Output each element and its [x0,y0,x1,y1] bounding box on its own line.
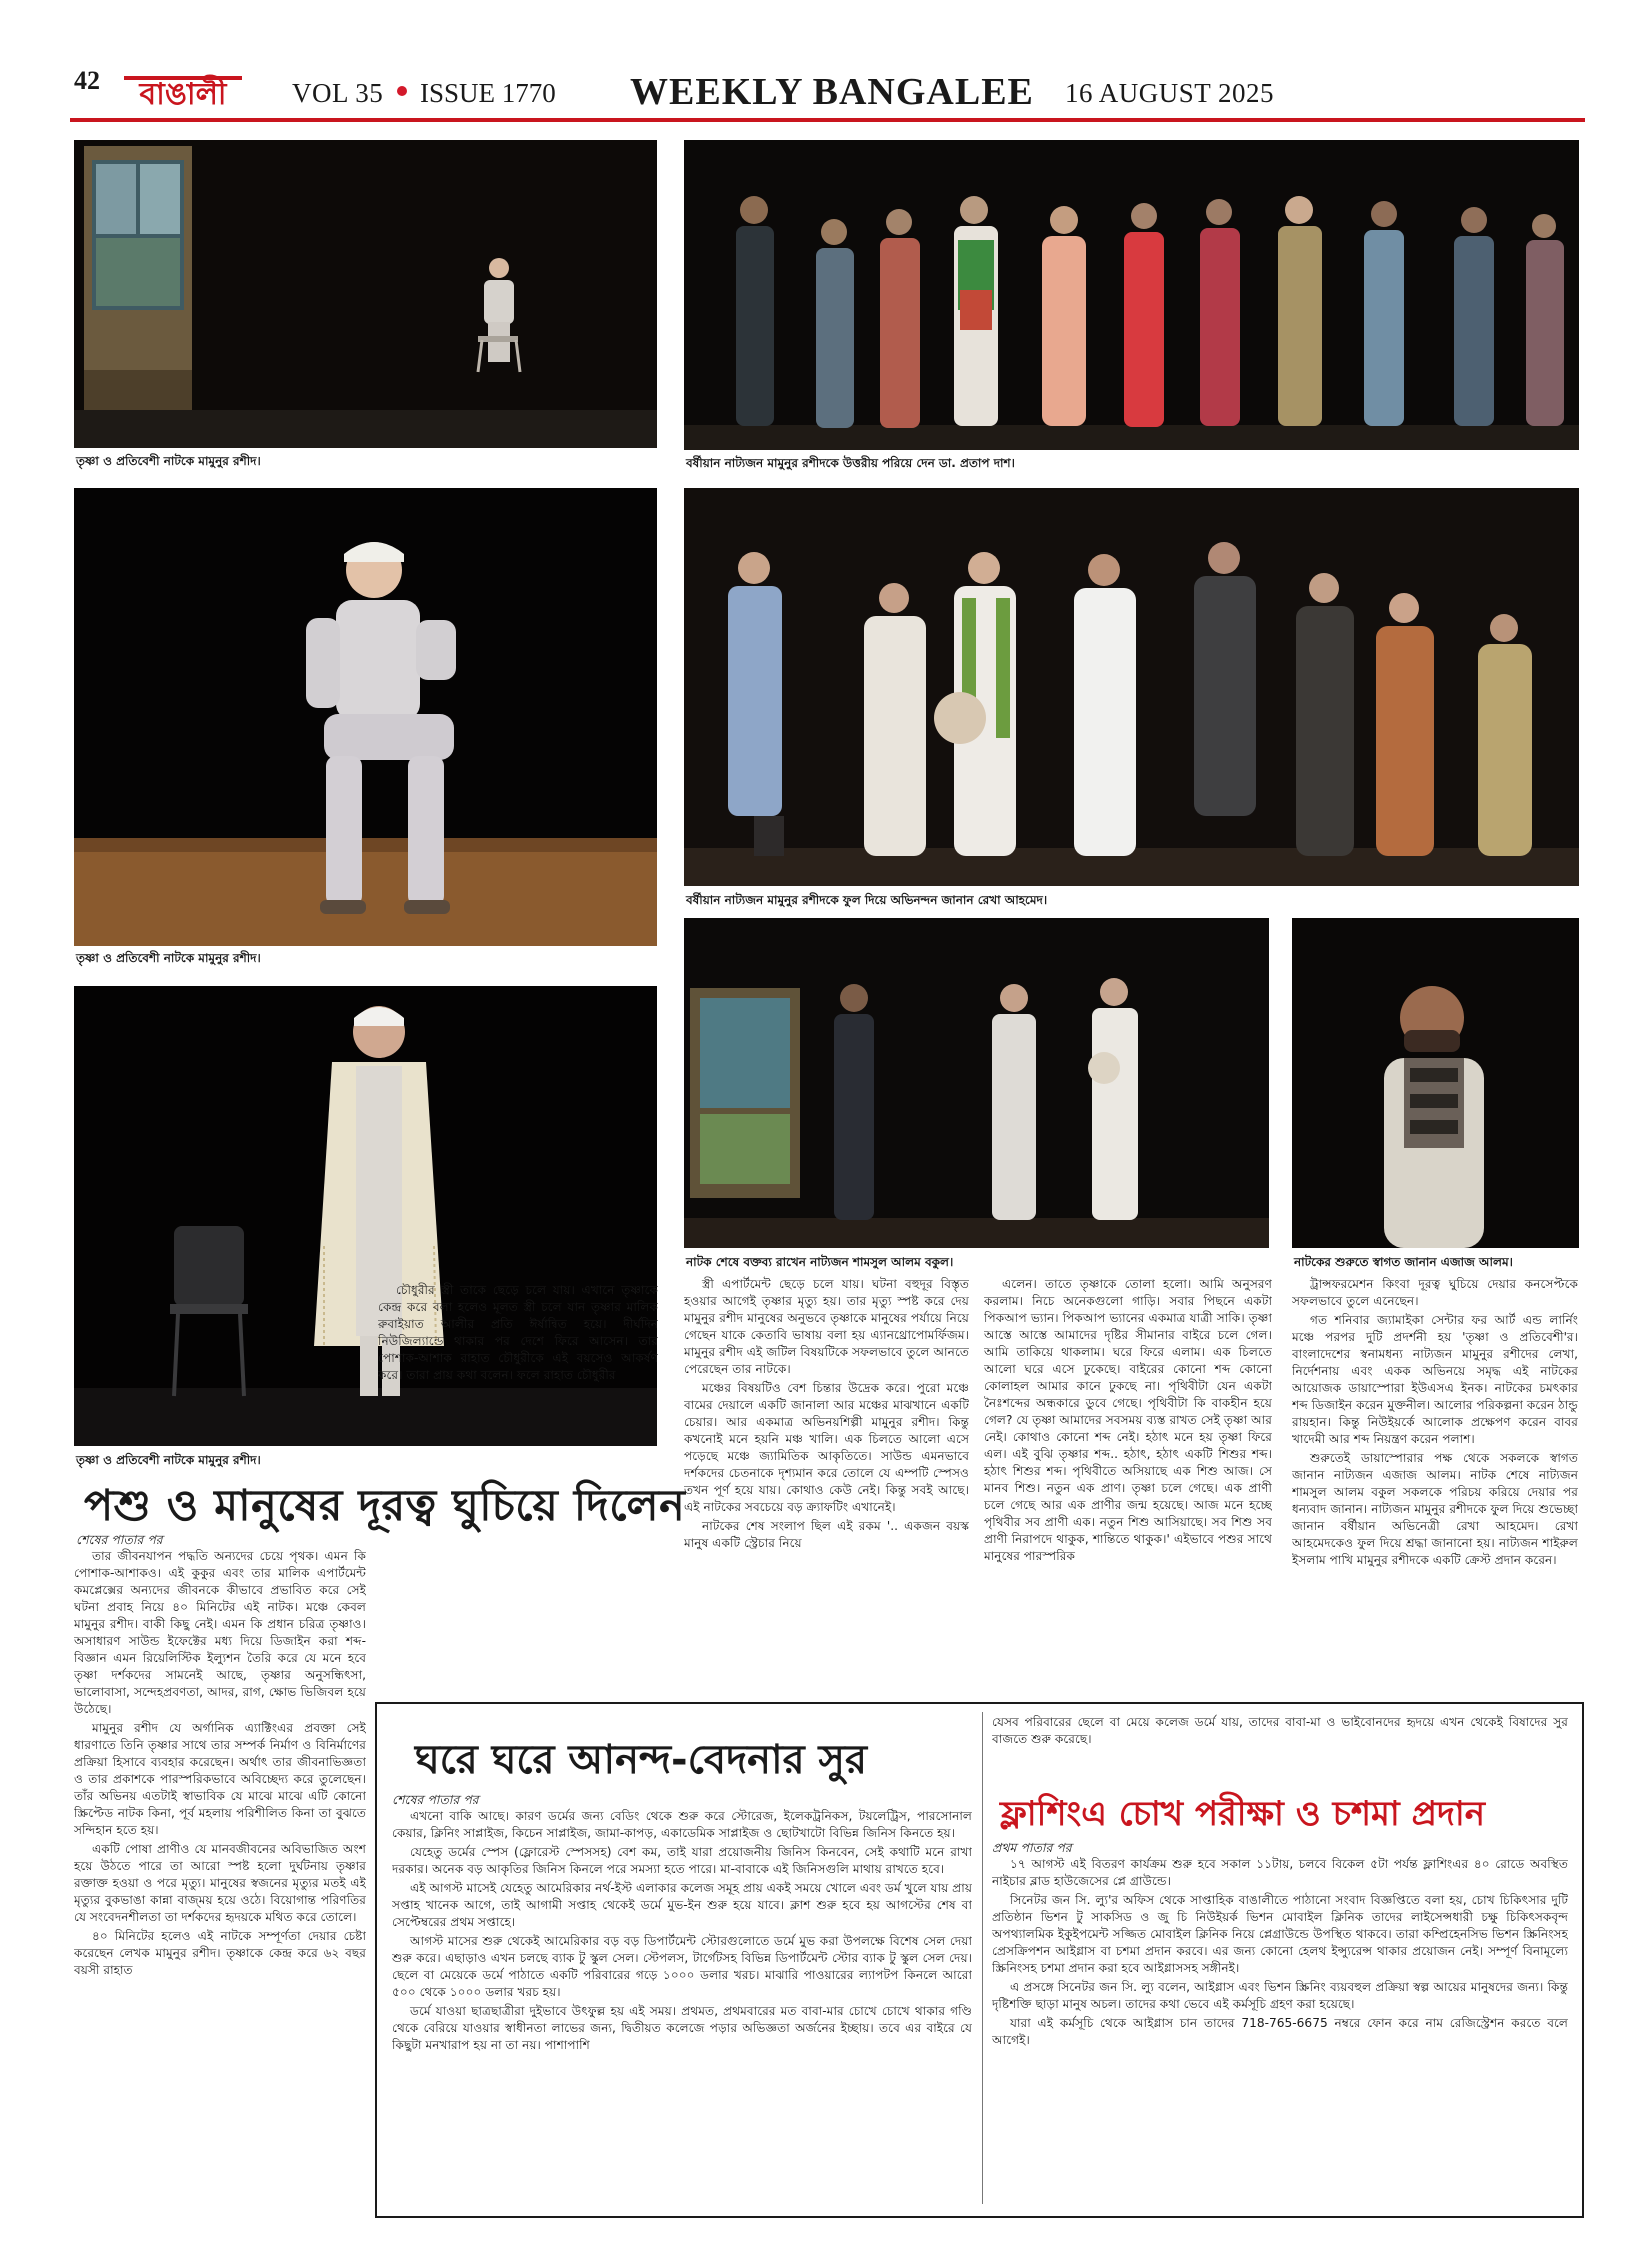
paragraph: শুরুতেই ডায়াস্পোরার পক্ষ থেকে সকলকে স্বাগত জানান নাট্যজন এজাজ আলম। নাটক শেষে নাট্যজন শামসুল আলম বকুল সকলকে পরিচয় করিয়ে দেয়ার পর ধন্যবাদ জানান। নাট্যজন মামুনুর রশীদকে ফুল দিয়ে শুভেচ্ছা জানান বর্ষীয়ান অভিনেত্রী রেখা আহমেদ। রেখা আহমেদকেও ফুল দিয়ে শ্রদ্ধা জানানো হয়। নাট্যজন শাইরুল ইসলাম পাখি মামুনুর রশীদকে একটি ক্রেস্ট প্রদান করেন। [1292,1451,1578,1567]
article-column-2 [378,1282,658,1466]
paragraph: তার জীবনযাপন পদ্ধতি অন্যদের চেয়ে পৃথক। এমন কি পোশাক-আশাকও। এই কুকুর এবং তার মালিক এপার্টমেন্ট কমপ্লেক্সের অন্যদের জীবনকে কীভাবে প্রভাবিত করে সেই ঘটনা প্রবাহ নিয়ে ৪০ মিনিটের এই নাটক। মঞ্চে কেবল মামুনুর রশীদ। বাকী কিছু নেই। এমন কি প্রধান চরিত্র তৃষ্ণাও। অসাধারণ সাউন্ড ইফেক্টের মধ্য দিয়ে ডিজাইন করা শব্দ-বিজ্ঞান এমন রিয়েলিস্টিক ইল্যুশন তৈরি করে যে মনে হবে তৃষ্ণা দর্শকদের সামনেই আছে, তৃষ্ণার অনুসন্ধিৎসা, ভালোবাসা, সন্দেহপ্রবণতা, আদর, রাগ, ক্ষোভ ভিজিবল হয়ে উঠেছে। [74,1549,366,1716]
article-headline: ঘরে ঘরে আনন্দ-বেদনার সুর [415,1737,867,1783]
separator-dot-icon [397,86,407,96]
paragraph: আগস্ট মাসের শুরু থেকেই আমেরিকার বড় বড় ডিপার্টমেন্ট স্টোরগুলোতে ডর্মে মুভ করা উপলক্ষে বিশেষ সেল দেয়া শুরু করে। এছাড়াও এখন চলছে ব্যাক টু স্কুল সেল। স্টেপলস, টার্গেটসহ বিভিন্ন ডিপার্টমেন্ট স্টোর ব্যাক টু স্কুল সেল দেয়। ছেলে বা মেয়েকে ডর্মে পাঠাতে একটি পরিবারের গড়ে ১০০০ ডলার খরচ। মাঝারি পাওয়ারের ল্যাপটপ কিনলে আরো ৫০০ থেকে ১০০০ ডলার খরচ হয়। [392,1934,972,1999]
paragraph: এখনো বাকি আছে। কারণ ডর্মের জন্য বেডিং থেকে শুরু করে স্টোরেজ, ইলেকট্রনিকস, টয়লেট্রিস, পারসোনাল কেয়ার, ক্লিনিং সাপ্লাইজ, কিচেন সাপ্লাইজ, জামা-কাপড়, একাডেমিক সাপ্লাইজ ও ছোটখাটো বিভিন্ন জিনিস কিনতে হয়। [392,1809,972,1840]
photo-welcome-speaker [1292,918,1579,1248]
paragraph: যেসব পরিবারের ছেলে বা মেয়ে কলেজ ডর্মে যায়, তাদের বাবা-মা ও ভাইবোনদের হৃদয়ে এখন থেকেই বিষাদের সুর বাজতে শুরু করেছে। [992,1715,1568,1746]
paragraph: মামুনুর রশীদ যে অর্গানিক এ্যাক্টিংএর প্রবক্তা সেই ধারণাতে তিনি তৃষ্ণার সাথে তার সম্পর্ক নির্মাণ ও বিনির্মাণের প্রক্রিয়া হিসাবে ব্যবহার করেছেন। অর্থাৎ তার জীবনাভিজ্ঞতা ও তার প্রকাশকে পারস্পরিকভাবে অবিচ্ছেদ্য করে তুলেছেন। তাঁর অভিনয় এতটাই স্বাভাবিক যে মাঝে মাঝে এটি কোনো স্ক্রিপ্টেড নাটক কিনা, পূর্ব মহলায় পরিশীলিত কিনা তা বুঝতে সন্দিহান হতে হয়। [74,1721,366,1837]
issue-date: 16 AUGUST 2025 [1065,78,1275,108]
volume-label: VOL 35 [292,78,384,108]
continued-label: শেষের পাতার পর [76,1532,163,1547]
article-headline: পশু ও মানুষের দূরত্ব ঘুচিয়ে দিলেন [84,1481,686,1531]
paragraph: ১৭ আগস্ট এই বিতরণ কার্যক্রম শুরু হবে সকাল ১১টায়, চলবে বিকেল ৫টা পর্যন্ত ফ্লাশিংএর ৪০ রোডে অবস্থিত নাইচার ব্লাড হাউজেসের প্লে গ্রাউন্ডে। [992,1857,1568,1888]
paragraph: এই আগস্ট মাসেই যেহেতু আমেরিকার নর্থ-ইস্ট এলাকার কলেজ সমূহ প্রায় একই সময়ে খোলে এবং ডর্ম খুলে যায় প্রায় সপ্তাহ খানেক আগে, তাই আগামী সপ্তাহ থেকেই ডর্মে মুভ-ইন শুরু হয়ে যাবে। ক্লাশ শুরু হবে হয় আগস্টের শেষ বা সেপ্টেম্বরের প্রথম সপ্তাহে। [392,1881,972,1929]
header-rule [70,118,1585,122]
article-body [992,1856,1568,2206]
photo-caption: তৃষ্ণা ও প্রতিবেশী নাটকে মামুনুর রশীদ। [76,951,261,965]
article-column-5 [1292,1276,1578,1682]
paragraph: চৌধুরীর স্ত্রী তাকে ছেড়ে চলে যায়। এখানে তৃষ্ণাকে কেন্দ্র করে বলা হলেও মূলত স্ত্রী চলে যান তৃষ্ণার মালিক রুবাইয়াত আলীর প্রতি ঈর্ষান্বিত হয়ে। দীর্ঘদিন নিউজিল্যান্ডে থাকার পর দেশে ফিরে আসেন। তার পোশাক-আশাক রাহাত চৌধুরীকে এই বয়সেও আকর্ষণ করে। তারা প্রায় কথা বলেন। ফলে রাহাত চৌধুরীর [378,1283,658,1382]
photo-caption: নাটকের শুরুতে স্বাগত জানান এজাজ আলম। [1294,1255,1513,1269]
photo-stage-seated [74,140,657,448]
paragraph: নাটকের শেষ সংলাপ ছিল এই রকম '.. একজন বয়স্ক মানুষ একটি স্ট্রেচার নিয়ে [684,1519,969,1550]
paper-name: WEEKLY BANGALEE [630,71,1034,113]
paragraph: ৪০ মিনিটের হলেও এই নাটকে সম্পূর্ণতা দেয়ার চেষ্টা করেছেন লেখক মামুনুর রশীদ। তৃষ্ণাকে কেন্দ্র করে ৬২ বছর বয়সী রাহাত [74,1929,366,1977]
article-column-3 [684,1276,969,1682]
photo-closing-speech [684,918,1269,1248]
paragraph: যারা এই কর্মসূচি থেকে আইগ্লাস চান তাদের 718-765-6675 নম্বরে ফোন করে নাম রেজিস্ট্রেশন করতে বলে আগেই। [992,2016,1568,2047]
paragraph: যেহেতু ডর্মের স্পেস (ফ্লোরেস্ট স্পেসসহ) বেশ কম, তাই যারা প্রয়োজনীয় জিনিস কিনবেন, সেই কথাটি মনে রাখা দরকার। অনেক বড় আকৃতির জিনিস কিনলে পরে সমস্যা হতে পারে। মা-বাবাকে এই জিনিসগুলি মাথায় রাখতে হবে। [392,1845,972,1876]
article-body [392,1808,972,2204]
paragraph: সিনেটর জন সি. ল্যু'র অফিস থেকে সাপ্তাহিক বাঙালীতে পাঠানো সংবাদ বিজ্ঞপ্তিতে বলা হয়, চোখ চিকিৎসার দুটি প্রতিষ্ঠান ভিশন টু সাকসিড ও জু চি নিউইয়র্ক ভিশন মোবাইল ক্লিনিক তাদের লাইসেন্সধারী চক্ষু চিকিৎসকবৃন্দ অপথ্যালমিক ইকুইপমেন্ট সজ্জিত মোবাইল ক্লিনিক নিয়ে প্লেগ্রাউন্ডে উপস্থিত থাকবে। তারা কম্প্রিহেনসিভ ভিশন স্ক্রিনিংসহ প্রেসক্রিপশন আইগ্লাস বা চশমা প্রদান করবে। এর জন্য কোনো হেলথ ইন্স্যুরেন্স থাকার প্রয়োজন নেই। সম্পূর্ণ বিনামূল্যে স্ক্রিনিংসহ চশমা প্রদান করা হবে আইগ্লাসসহ সঙ্গীনই। [992,1893,1568,1975]
paragraph: মঞ্চের বিষয়টিও বেশ চিন্তার উদ্রেক করে। পুরো মঞ্চে বামের দেয়ালে একটি জানালা আর মঞ্চের মাঝখানে একটি চেয়ার। আর একমাত্র অভিনয়শিল্পী মামুনুর রশীদ। কিন্তু কখনোই মনে হয়নি মঞ্চ খালি। এক চিলতে আলো এসে পড়েছে মঞ্চে জ্যামিতিক আকৃতিতে। সাউন্ড এমনভাবে দর্শকদের চেতনাকে দৃশ্যমান করে তোলে যে এম্পটি স্পেসও তখন পূর্ণ হয়ে যায়। কোথাও কেউ নেই। কিন্তু সবই আছে। এই নাটকের সবচেয়ে বড় ক্র্যাফটিং এখানেই। [684,1381,969,1514]
photo-caption: নাটক শেষে বক্তব্য রাখেন নাট্যজন শামসুল আলম বকুল। [686,1255,954,1269]
continued-label: শেষের পাতার পর [392,1792,479,1807]
paragraph: ডর্মে যাওয়া ছাত্রছাত্রীরা দুইভাবে উৎফুল্ল হয় এই সময়। প্রথমত, প্রথমবারের মত বাবা-মার চোখে চোখে থাকার গণ্ডি থেকে বেরিয়ে যাওয়ার স্বাধীনতা লাভের জন্য, দ্বিতীয়ত কলেজে পড়ার অভিজ্ঞতা অর্জনের ইচ্ছায়। তবে এর বাইরে যে কিছুটা মনখারাপ হয় না তা নয়। পাশাপাশি [392,2004,972,2052]
newspaper-logo [124,62,242,110]
issue-label: ISSUE 1770 [420,78,556,108]
article-headline: ফ্লাশিংএ চোখ পরীক্ষা ও চশমা প্রদান [1000,1794,1486,1834]
photo-group-shawl [684,140,1579,450]
paragraph: এলেন। তাতে তৃষ্ণাকে তোলা হলো। আমি অনুসরণ করলাম। নিচে অনেকগুলো গাড়ি। সবার পিছনে একটা পিকআপ ভ্যান। পিকআপ ভ্যানের একমাত্র যাত্রী সাকি। তৃষ্ণা আস্তে আস্তে আমাদের দৃষ্টির সীমানার বাইরে চলে গেল। আমি তাকিয়ে থাকলাম। ঘরে ফিরে এলাম। এক চিলতে আলো ঘরে এসে ঢুকেছে। বাইরের কোনো শব্দ কোনো কোলাহল আমার কানে ঢুকছে না। পৃথিবীটা যেন একটা নৈঃশব্দের অন্ধকারে ডুবে গেছে। পৃথিবীটা কি বাকহীন হয়ে গেল? যে তৃষ্ণা আমাদের সবসময় ব্যস্ত রাখত সেই তৃষ্ণা আর নেই। কোথাও কোনো শব্দ নেই। হঠাৎ মনে হয় তৃষ্ণা ফিরে এল। এই বুঝি তৃষ্ণার শব্দ.. হঠাৎ, হঠাৎ একটি শিশুর শব্দ। হঠাৎ শিশুর শব্দ। পৃথিবীতে অসিয়াছে এক শিশু আজ। সে মানব শিশু। নতুন এক প্রাণ। তৃষ্ণা চলে গেছে। এক প্রাণী চলে গেছে আর এক প্রাণীর জন্ম হয়েছে। আজ মনে হচ্ছে পৃথিবীর সব প্রাণী এক। নতুন শিশু আসিয়াছে। সব শিশু সব প্রাণী নিরাপদে থাকুক, শান্তিতে থাকুক।' এইভাবে পশুর সাথে মানুষের পারস্পরিক [984,1277,1272,1563]
article-continuation [992,1714,1568,1754]
column-divider [982,1712,983,2204]
photo-caption: তৃষ্ণা ও প্রতিবেশী নাটকে মামুনুর রশীদ। [76,454,261,468]
photo-flower-presentation [684,488,1579,886]
paragraph: ট্রান্সফরমেশন কিংবা দূরত্ব ঘুচিয়ে দেয়ার কনসেপ্টকে সফলভাবে তুলে এনেছেন। [1292,1277,1578,1308]
page-number: 42 [74,66,100,95]
paragraph: এ প্রসঙ্গে সিনেটর জন সি. ল্যু বলেন, আইগ্লাস এবং ভিশন স্ক্রিনিং ব্যয়বহুল প্রক্রিয়া স্বল্প আয়ের মানুষদের জন্য। কিন্তু দৃষ্টিশক্তি ছাড়া মানুষ অচল। তাদের কথা ভেবে এই কর্মসূচি গ্রহণ করা হয়েছে। [992,1980,1568,2011]
photo-caption: বর্ষীয়ান নাট্যজন মামুনুর রশীদকে ফুল দিয়ে অভিনন্দন জানান রেখা আহমেদ। [686,893,1048,907]
paragraph: একটি পোষা প্রাণীও যে মানবজীবনের অবিভাজিত অংশ হয়ে উঠতে পারে তা আরো স্পষ্ট হলো দুর্ঘটনায় তৃষ্ণার রক্তাক্ত হওয়া ও পরে মৃত্যু। মানুষের স্বজনের মৃত্যুর মতই এই মৃত্যুর বুকভাঙা কান্না বাজ্ময় হয়ে ওঠে। বিয়োগান্ত পরিণতির যে সংবেদনশীলতা তা দর্শকদের হৃদয়কে মথিত করে তোলে। [74,1842,366,1924]
photo-caption: তৃষ্ণা ও প্রতিবেশী নাটকে মামুনুর রশীদ। [76,1453,261,1467]
photo-caption: বর্ষীয়ান নাট্যজন মামুনুর রশীদকে উত্তরীয় পরিয়ে দেন ডা. প্রতাপ দাশ। [686,456,1015,470]
article-column-1 [74,1548,366,2202]
article-column-4 [984,1276,1272,1682]
paragraph: গত শনিবার জ্যামাইকা সেন্টার ফর আর্ট এন্ড লার্নিং মঞ্চে পরপর দুটি প্রদর্শনী হয় 'তৃষ্ণা ও প্রতিবেশী'র। বাংলাদেশের স্বনামধন্য নাট্যজন মামুনুর রশীদের লেখা, নির্দেশনায় এবং একক অভিনয়ে সমৃদ্ধ এই নাটকের আয়োজক ডায়াস্পোরা ইউএসএ ইনক। নাটকের চমৎকার শব্দ ডিজাইন করেন মুক্তনীল। আলোর পরিকল্পনা করেন ঠান্ডু রায়হান। কিন্তু নিউইয়র্কে আলোক প্রক্ষেপণ করেন বাবর খাদেমী আর শব্দ নিয়ন্ত্রণ করেন পলাশ। [1292,1313,1578,1446]
logo-text: বাঙালী [139,77,227,110]
photo-seated-close [74,488,657,946]
paragraph: স্ত্রী এপার্টমেন্ট ছেড়ে চলে যায়। ঘটনা বহুদূর বিস্তৃত হওয়ার আগেই তৃষ্ণার মৃত্যু হয়। তার মৃত্যু স্পষ্ট করে দেয় মামুনুর রশীদ মানুষের অনুভবে তৃষ্ণাকে মানুষের পর্যায়ে নিয়ে গেছেন যাকে কেতাবি ভাষায় বলা হয় এ্যানথ্রোপোমর্ফিজম। মামুনুর রশীদ এই জটিল বিষয়টিকে সফলভাবে তুলে আনতে পেরেছেন তার নাটকে। [684,1277,969,1376]
continued-label: প্রথম পাতার পর [992,1840,1072,1855]
